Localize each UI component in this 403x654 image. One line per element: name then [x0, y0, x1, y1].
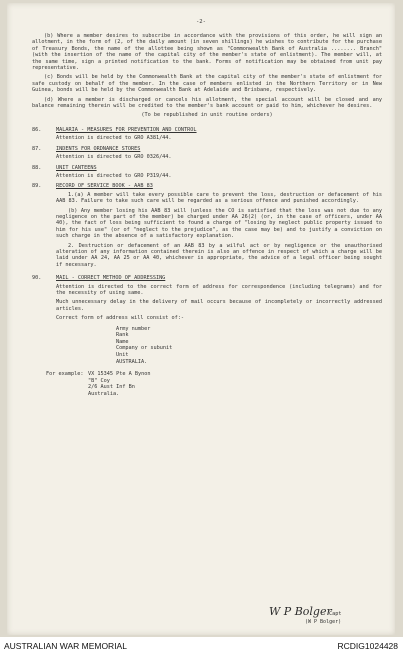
paragraph-d: (d) Where a member is discharged or cancels his allotment, the special account will be closed and any balance remaining therein will be credited to the member's bank account or paid to him, whichever he desires.: [32, 96, 382, 110]
address-line: Unit: [116, 352, 129, 358]
address-line: Name: [116, 338, 129, 345]
section-86: [32, 127, 382, 142]
section-text: Attention is directed to GRO A381/44.: [56, 135, 172, 142]
footer-source: AUSTRALIAN WAR MEMORIAL: [4, 641, 127, 651]
section-89: [32, 183, 382, 271]
section-text: Attention is directed to GRO P319/44.: [56, 172, 172, 179]
section-paragraph: Correct form of address will consist of:-: [56, 315, 185, 322]
example-line: Australia.: [88, 390, 120, 397]
section-87: [32, 146, 382, 161]
section-text: Attention is directed to GRO 0326/44.: [56, 154, 172, 161]
paragraph-c: (c) Bonds will be held by the Commonwealth Bank at the capital city of the member's state of enlistment for safe custody on behalf of the member. In the case of members enlisted in the Northern Territory or in New Guinea, bonds will be held by the Commonwealth Bank at Adelaide and Brisbane, respectively.: [32, 74, 382, 94]
document-body: [32, 33, 382, 398]
example-line: "B" Coy: [88, 377, 110, 384]
signature-name: (W P Bolger): [305, 619, 342, 625]
section-number: 87.: [32, 145, 42, 152]
footer-record-id: RCDIG1024428: [337, 641, 398, 651]
section-paragraph: (b) Any member losing his AAB 83 will (unless the CO is satisfied that the loss was not due to any negligence on the part of the member) be charged under AA 26(2) (or, in the case of officers, under AA 40), the fact of loss being sufficient to found a charge of "losing by neglect public property issued to him for his use" (or of "neglect to the prejudice", as the case may be) and to justify a conviction on such charge in the absence of a satisfactory explanation.: [56, 207, 382, 240]
address-line: AUSTRALIA.: [116, 358, 148, 365]
address-line: Army number: [116, 325, 151, 332]
address-line: Company or subunit: [116, 345, 173, 352]
section-number: 88.: [32, 164, 42, 171]
section-paragraph: Much unnecessary delay in the delivery of mail occurs because of incompletely or incorrectly addressed articles.: [56, 299, 382, 312]
address-line: Rank: [116, 332, 129, 339]
section-title: MAIL - CORRECT METHOD OF ADDRESSING: [56, 275, 166, 282]
section-90: [32, 275, 382, 397]
paragraph-b: (b) Where a member desires to subscribe in accordance with the provisions of this order, he will sign an allotment, in the form of (2, of the daily amount (in seven shillings) he wishes to contribute for the purchase of Treasury Bonds, the name of the allottee being shown as "Commonwealth Bank of Australia ........ Branch" (with the insertion of the name of the capital city of the member's state of enlistment). The member will, at the same time, sign a printed notification to the bank. Forms of notification may be obtained from unit pay representative.: [32, 33, 382, 72]
section-number: 86.: [32, 126, 42, 133]
signature-block: [269, 605, 389, 627]
footer-bar: [0, 637, 403, 654]
section-title: UNIT CANTEENS: [56, 164, 97, 171]
section-paragraph: 2. Destruction or defacement of an AAB 83 by a wilful act or by negligence or the unauthorised alteration of any information contained therein is also an offence in respect of which a charge will be laid under AA 24, AA 25 or AA 40, whichever is appropriate, the advice of a legal officer being sought if necessary.: [56, 242, 382, 268]
section-number: 90.: [32, 275, 42, 282]
address-example: [46, 371, 382, 397]
section-paragraph: 1.(a) A member will take every possible care to prevent the loss, destruction or defacement of his AAB 83. Failure to take such care will be regarded as a serious offence and punished accordingly.: [56, 191, 382, 205]
section-number: 89.: [32, 183, 42, 190]
section-title: INDENTS FOR ORDNANCE STORES: [56, 145, 141, 152]
republish-note: (To be republished in unit routine orders): [141, 112, 273, 119]
section-88: [32, 165, 382, 180]
page-number: -2-: [195, 19, 207, 25]
document-page: [7, 3, 395, 635]
section-title: MALARIA - MEASURES FOR PREVENTION AND CONTROL: [56, 126, 197, 133]
example-line: 2/6 Aust Inf Bn: [88, 384, 135, 391]
example-line: VX 15345 Pte A Bynon: [88, 371, 151, 378]
handwritten-signature: W P Bolger: [269, 605, 332, 618]
section-title: RECORD OF SERVICE BOOK - AAB 83: [56, 183, 153, 190]
signature-rank: Capt: [329, 611, 342, 617]
section-paragraph: Attention is directed to the correct form of address for correspondence (including telegrams) and for the necessity of using same.: [56, 283, 382, 296]
address-form: [116, 326, 382, 366]
example-label: For example:: [46, 371, 84, 378]
